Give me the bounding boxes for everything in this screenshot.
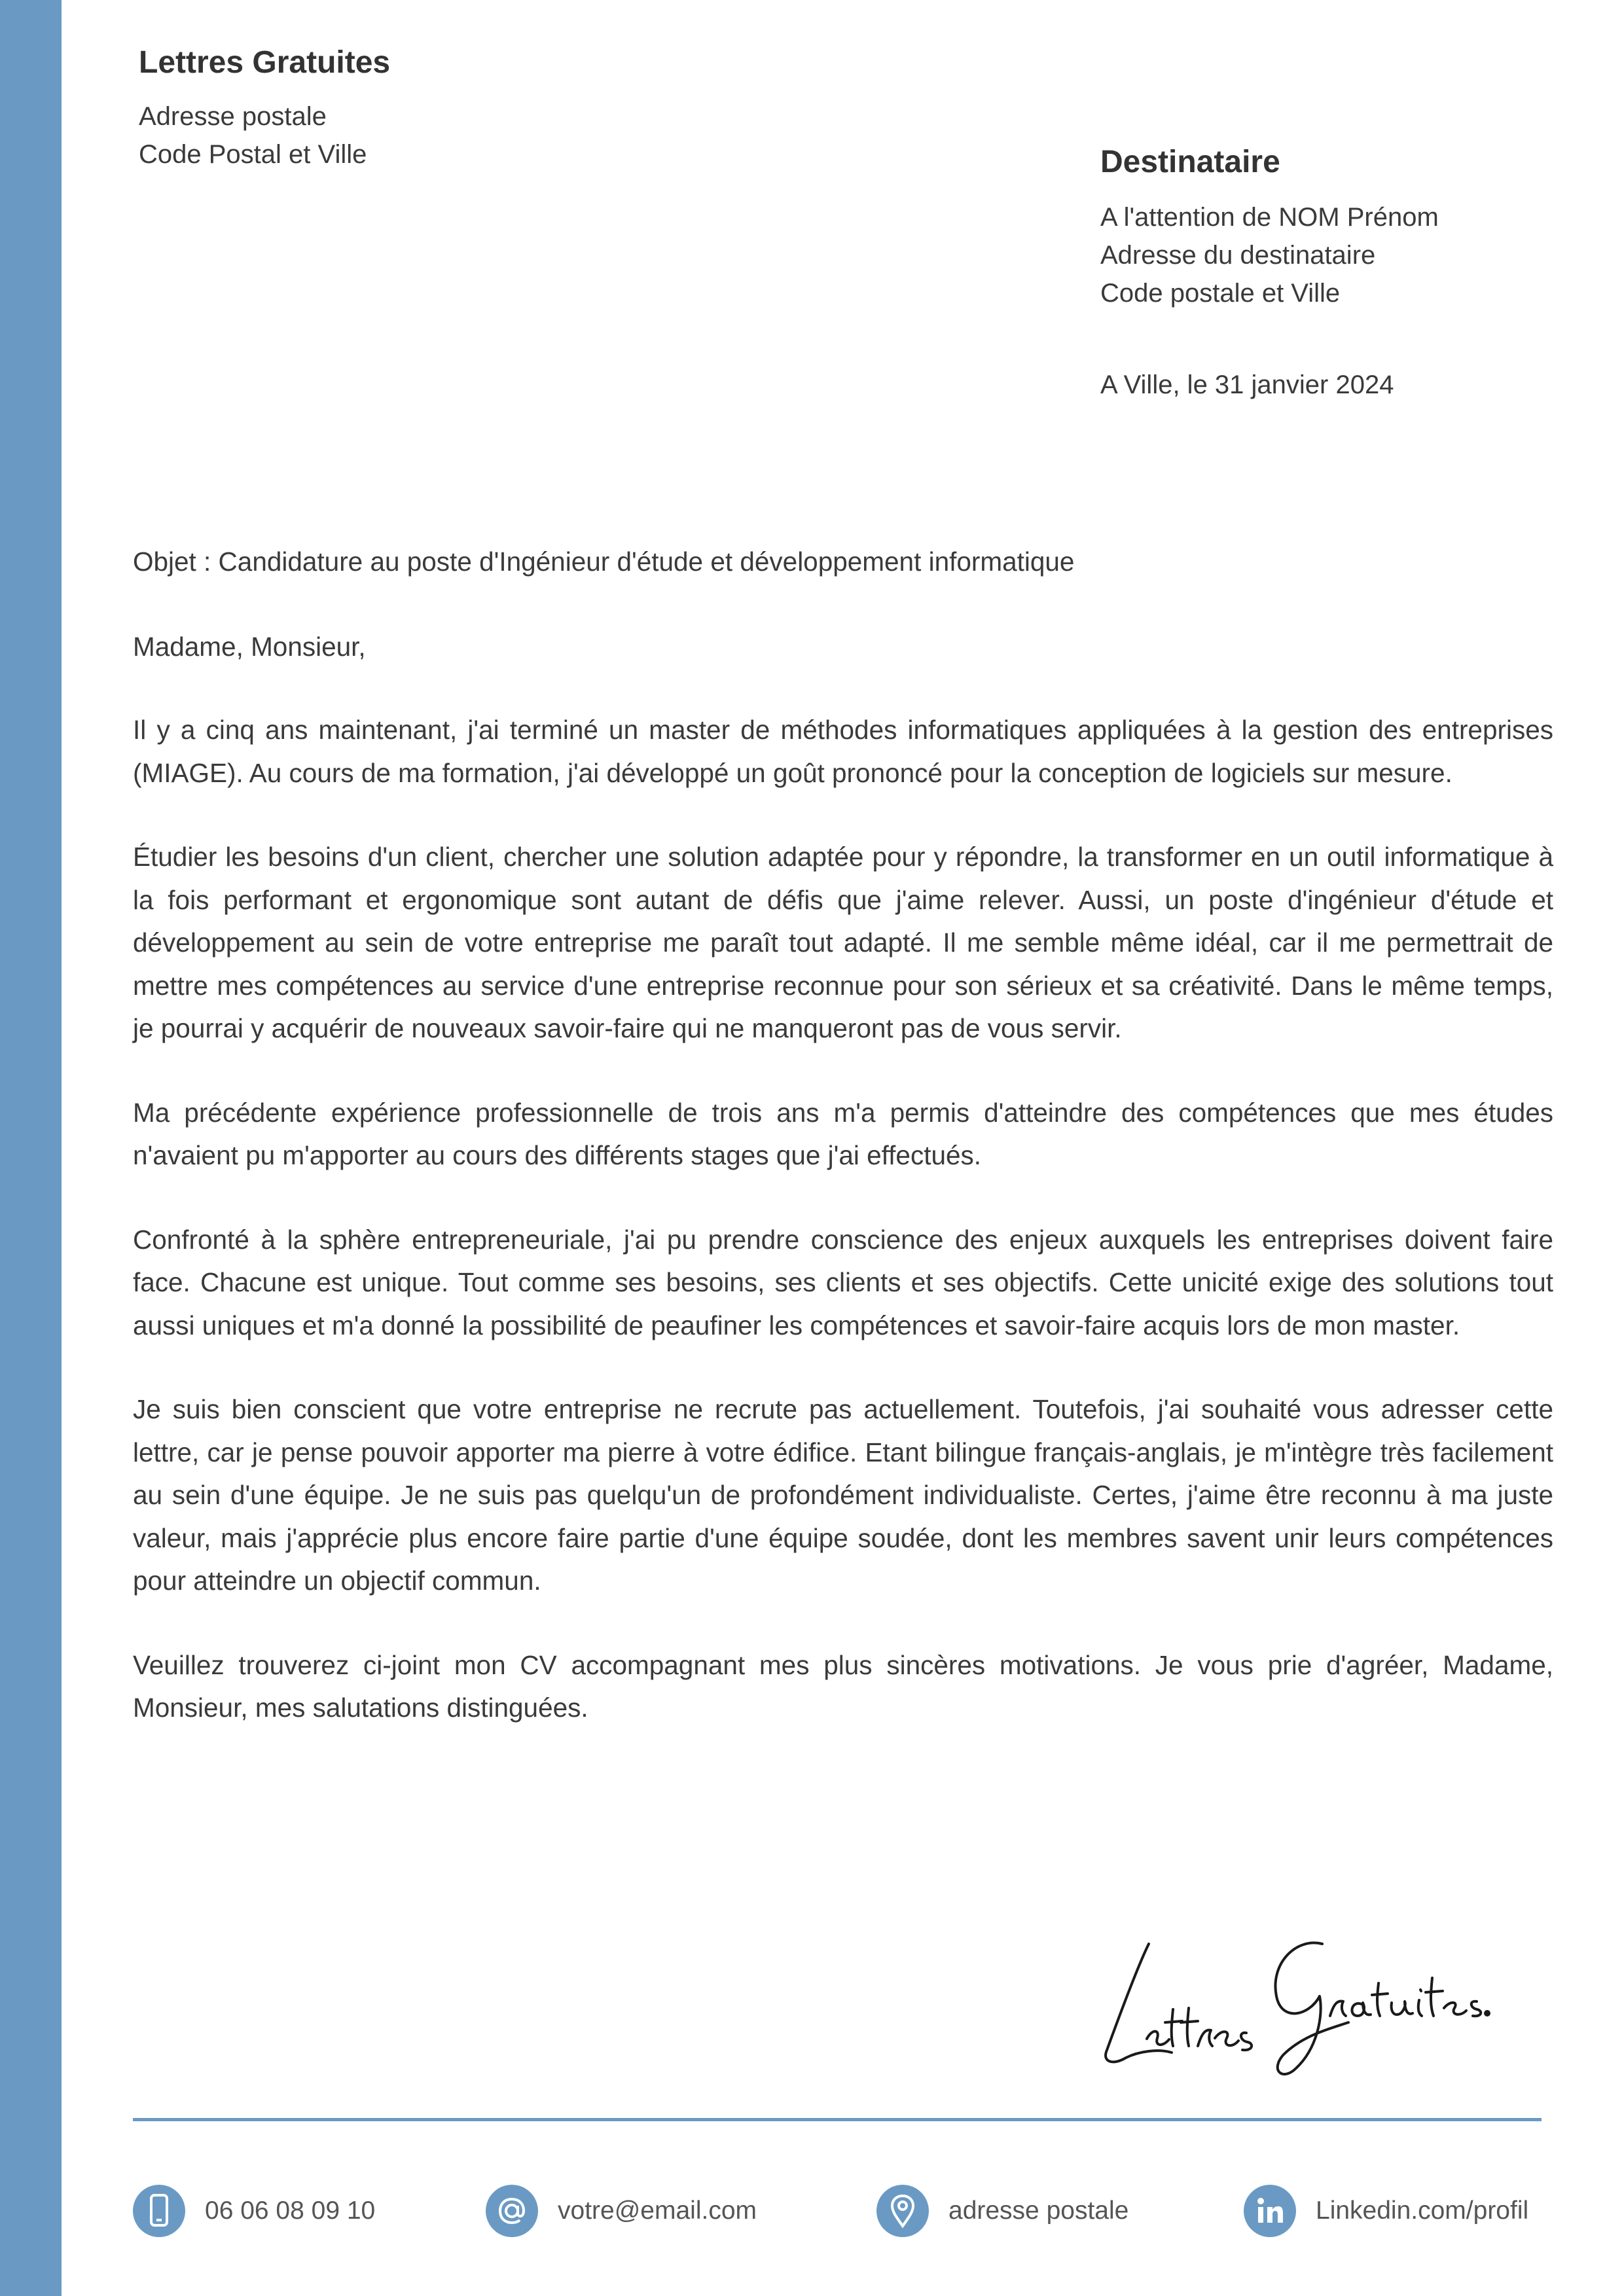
letter-body bbox=[133, 541, 1553, 1771]
letter-paragraph: Il y a cinq ans maintenant, j'ai terminé un master de méthodes informatiques appliquées à la gestion des entreprises (MIAGE). Au cours de ma formation, j'ai développé un goût prononcé pour la conception de logiciels sur mesure. bbox=[133, 715, 1553, 788]
letter-subject: Objet : Candidature au poste d'Ingénieur d'étude et développement informatique bbox=[133, 547, 1075, 577]
contact-linkedin bbox=[1244, 2184, 1528, 2238]
contact-email bbox=[486, 2184, 757, 2238]
recipient-attention: A l'attention de NOM Prénom bbox=[1100, 203, 1439, 232]
recipient-block bbox=[1100, 144, 1439, 312]
linkedin-icon bbox=[1244, 2185, 1296, 2237]
contact-address bbox=[876, 2184, 1128, 2238]
contact-phone-text: 06 06 08 09 10 bbox=[205, 2197, 376, 2225]
location-pin-icon bbox=[876, 2185, 929, 2237]
contact-address-text: adresse postale bbox=[948, 2197, 1129, 2225]
accent-sidebar bbox=[0, 0, 62, 2296]
recipient-address: Adresse du destinataire bbox=[1100, 241, 1376, 270]
contact-email-text: votre@email.com bbox=[558, 2197, 757, 2225]
sender-address: Adresse postale bbox=[139, 102, 327, 131]
letter-paragraph: Ma précédente expérience professionnelle de trois ans m'a permis d'atteindre des compétences que mes études n'avaient pu m'apporter au cours des différents stages que j'ai effectués. bbox=[133, 1097, 1553, 1170]
letter-salutation: Madame, Monsieur, bbox=[133, 631, 366, 662]
handwritten-signature bbox=[1087, 1918, 1492, 2088]
recipient-city: Code postale et Ville bbox=[1100, 279, 1341, 308]
letter-paragraph: Confronté à la sphère entrepreneuriale, j'ai pu prendre conscience des enjeux auxquels les entreprises doivent faire face. Chacune est unique. Tout comme ses besoins, ses clients et ses objectifs. Cette unicité exige des solutions tout aussi uniques et m'a donné la possibilité de peaufiner les compétences et savoir-faire acquis lors de mon master. bbox=[133, 1224, 1553, 1340]
contact-linkedin-text: Linkedin.com/profil bbox=[1316, 2197, 1529, 2225]
letter-paragraph: Étudier les besoins d'un client, chercher une solution adaptée pour y répondre, la transformer en un outil informatique à la fois performant et ergonomique sont autant de défis que j'aime relever. Aussi, un poste d'ingénieur d'étude et développement au sein de votre entreprise me paraît tout adapté. Il me semble même idéal, car il me permettrait de mettre mes compétences au service d'une entreprise reconnue pour son sérieux et sa créativité. Dans le même temps, je pourrai y acquérir de nouveaux savoir-faire qui ne manqueront pas de vous servir. bbox=[133, 842, 1553, 1043]
sender-block bbox=[139, 45, 390, 173]
letter-date: A Ville, le 31 janvier 2024 bbox=[1100, 370, 1394, 399]
letter-paragraph: Je suis bien conscient que votre entreprise ne recrute pas actuellement. Toutefois, j'ai souhaité vous adresser cette lettre, car je pense pouvoir apporter ma pierre à votre édifice. Etant bilingue français-anglais, je m'intègre très facilement au sein d'une équipe. Je ne suis pas quelqu'un de profondément individualiste. Certes, j'aime être reconnu à ma juste valeur, mais j'apprécie plus encore faire partie d'une équipe soudée, dont les membres savent unir leurs compétences pour atteindre un objectif commun. bbox=[133, 1394, 1553, 1596]
recipient-title: Destinataire bbox=[1100, 145, 1280, 179]
sender-city: Code Postal et Ville bbox=[139, 140, 367, 169]
letter-paragraph: Veuillez trouverez ci-joint mon CV accompagnant mes plus sincères motivations. Je vous prie d'agréer, Madame, Monsieur, mes salutations distinguées. bbox=[133, 1649, 1553, 1723]
email-icon bbox=[486, 2185, 538, 2237]
sender-name: Lettres Gratuites bbox=[139, 45, 391, 80]
phone-icon bbox=[133, 2185, 185, 2237]
footer-divider bbox=[133, 2118, 1542, 2121]
contact-phone bbox=[133, 2184, 375, 2238]
